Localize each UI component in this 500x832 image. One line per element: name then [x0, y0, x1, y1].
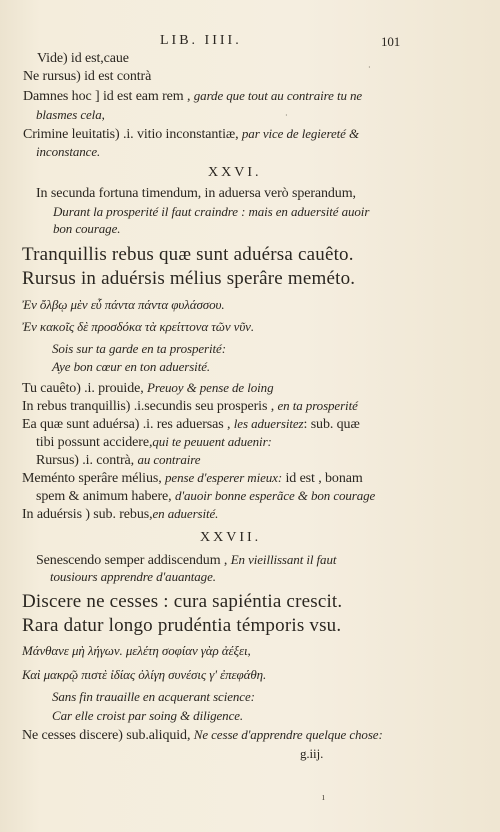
verse-greek: Ἐν ὄλβῳ μὲν εὖ πάντα πάντα φυλάσσου.	[22, 297, 225, 312]
maxim-french: En vieillissant il faut	[230, 552, 337, 567]
gloss-line: spem & animum habere, d'auoir bonne esperãce & bon courage	[36, 488, 376, 504]
gloss-line: Vide) id est,caue	[37, 51, 129, 66]
maxim-french: tousiours apprendre d'auantage.	[50, 569, 216, 584]
gloss-french: par vice de legiereté &	[241, 126, 359, 141]
gloss-line: Ne rursus) id est contrà	[23, 69, 152, 84]
verse-latin: Rursus in aduérsis mélius sperâre meméto.	[22, 268, 356, 289]
verse-latin: Tranquillis rebus quæ sunt aduérsa cauêto.	[22, 244, 354, 265]
verse-french: Sans fin trauaille en acquerant science:	[52, 689, 255, 704]
gloss-line	[23, 87, 362, 105]
gloss-line: tibi possunt accidere,qui te peuuent aduenir:	[36, 434, 272, 450]
gloss-french: blasmes cela,	[36, 107, 105, 122]
gloss-line: In rebus tranquillis) .i.secundis seu prosperis , en ta prosperité	[22, 398, 358, 414]
verse-greek: Καὶ μακρῷ πιστὲ ἰδίας ὀλίγη συνέσις γ' ἐπεφάθη.	[22, 667, 267, 682]
gloss-line: Ea quæ sunt aduérsa) .i. res aduersas , les aduersitez: sub. quæ	[22, 416, 360, 432]
gloss-line: Rursus) .i. contrà, au contraire	[36, 452, 201, 468]
maxim-latin: Senescendo semper addiscendum ,	[36, 553, 231, 568]
gloss-line: Ne cesses discere) sub.aliquid, Ne cesse d'apprendre quelque chose:	[22, 727, 383, 743]
gloss-line: Tu cauêto) .i. prouide, Preuoy & pense de loing	[22, 380, 274, 396]
maxim-french: bon courage.	[53, 221, 121, 236]
gloss-latin: Damnes hoc ] id est eam rem ,	[23, 89, 194, 104]
stray-mark: ı	[322, 792, 325, 803]
maxim-line	[36, 551, 336, 569]
gloss-line: Meménto sperâre mélius, pense d'esperer mieux: id est , bonam	[22, 470, 363, 486]
gloss-latin: Crimine leuitatis) .i. vitio inconstantiæ,	[23, 127, 242, 142]
section-number: XXVII.	[200, 530, 262, 545]
maxim-french: Durant la prosperité il faut craindre : mais en aduersité auoir	[53, 204, 370, 219]
gloss-french: inconstance.	[36, 144, 101, 159]
verse-greek: Ἐν κακοῖς δὲ προσδόκα τὰ κρείττονα τῶν νῦν.	[22, 319, 255, 334]
verse-french: Sois sur ta garde en ta prosperité:	[52, 341, 226, 356]
gloss-french: garde que tout au contraire tu ne	[193, 88, 363, 103]
stray-mark: ·	[285, 111, 288, 120]
maxim-latin: In secunda fortuna timendum, in aduersa verò sperandum,	[36, 186, 356, 201]
gloss-line: In aduérsis ) sub. rebus,en aduersité.	[22, 506, 219, 522]
verse-latin: Rara datur longo prudéntia témporis vsu.	[22, 615, 342, 636]
signature-mark: g.iij.	[300, 746, 324, 761]
verse-greek: Μάνθανε μὴ λήγων. μελέτη σοφίαν γὰρ ἀέξει,	[22, 643, 251, 658]
verse-latin: Discere ne cesses : cura sapiéntia crescit.	[22, 591, 343, 612]
verse-french: Car elle croist par soing & diligence.	[52, 708, 244, 723]
page-number: 101	[381, 34, 401, 49]
running-title: LIB. IIII.	[160, 33, 242, 48]
gloss-line	[23, 125, 359, 143]
verse-french: Aye bon cœur en ton aduersité.	[52, 359, 211, 374]
section-number: XXVI.	[208, 165, 262, 180]
stray-mark: ·	[368, 63, 371, 72]
